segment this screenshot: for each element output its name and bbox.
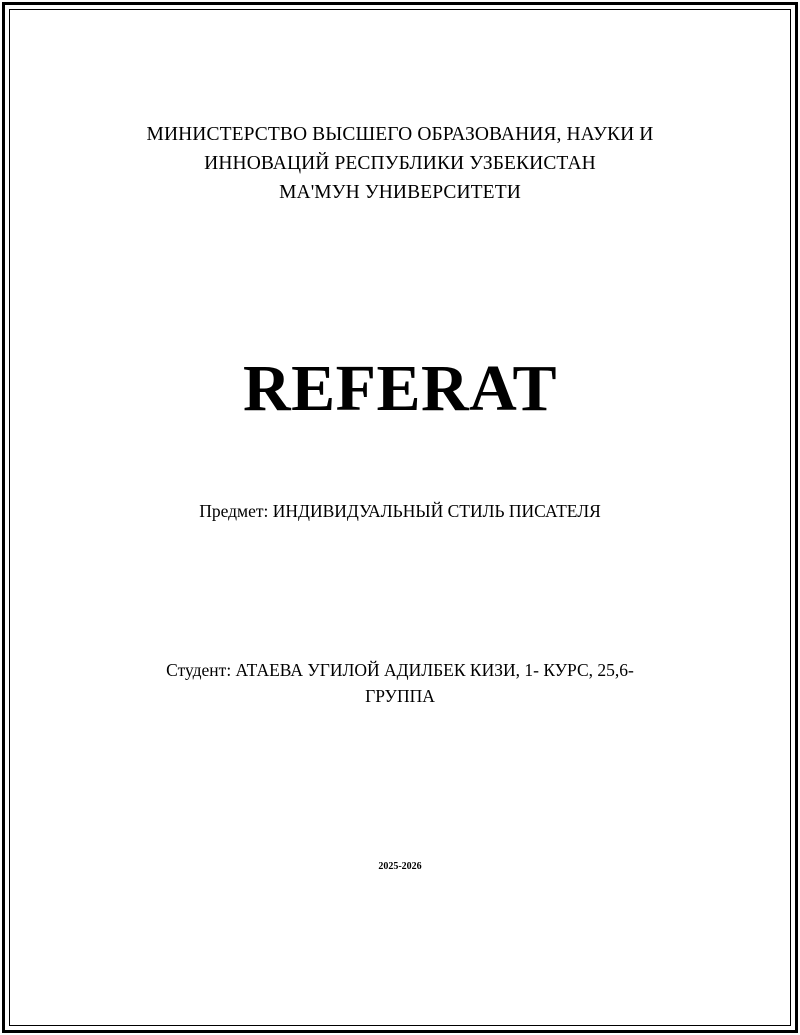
student-line-2: ГРУППА — [365, 686, 435, 706]
document-title: REFERAT — [243, 352, 557, 425]
header-line-2: ИННОВАЦИЙ РЕСПУБЛИКИ УЗБЕКИСТАН — [204, 153, 596, 174]
student-info — [0, 657, 800, 709]
ministry-header — [0, 120, 800, 207]
header-line-3: MA'МУН УНИВЕРСИТЕТИ — [279, 182, 521, 203]
subject-line: Предмет: ИНДИВИДУАЛЬНЫЙ СТИЛЬ ПИСАТЕЛЯ — [199, 501, 601, 521]
student-line-1: Студент: АТАЕВА УГИЛОЙ АДИЛБЕК КИЗИ, 1- КУРС, 25,6- — [166, 660, 634, 680]
academic-year: 2025-2026 — [378, 861, 422, 872]
header-line-1: МИНИСТЕРСТВО ВЫСШЕГО ОБРАЗОВАНИЯ, НАУКИ И — [146, 124, 654, 145]
